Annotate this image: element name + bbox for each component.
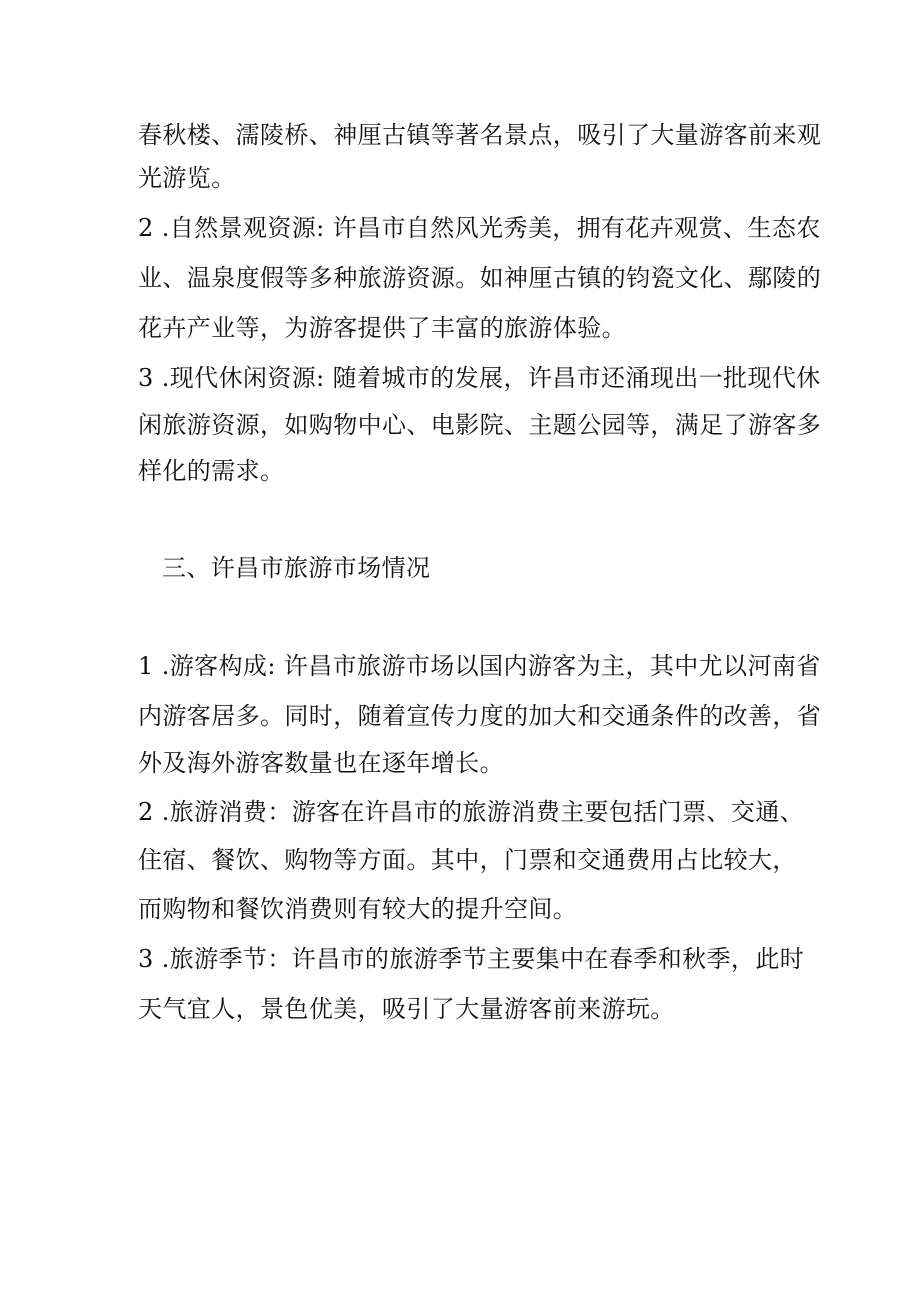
paragraph-line: 3 .旅游季节：许昌市的旅游季节主要集中在春季和秋季，此时 xyxy=(138,945,805,973)
paragraph-line: 1 .游客构成: 许昌市旅游市场以国内游客为主，其中尤以河南省 xyxy=(138,652,821,680)
paragraph-line: 2 .旅游消费：游客在许昌市的旅游消费主要包括门票、交通、 xyxy=(138,798,805,826)
paragraph-line: 外及海外游客数量也在逐年增长。 xyxy=(138,749,504,777)
paragraph-line: 内游客居多。同时，随着宣传力度的加大和交通条件的改善，省 xyxy=(138,702,822,730)
paragraph-line: 天气宜人，景色优美，吸引了大量游客前来游玩。 xyxy=(138,995,675,1023)
paragraph-line: 花卉产业等，为游客提供了丰富的旅游体验。 xyxy=(138,314,626,342)
paragraph-line: 而购物和餐饮消费则有较大的提升空间。 xyxy=(138,895,578,923)
section-heading: 三、许昌市旅游市场情况 xyxy=(162,554,431,582)
paragraph-line: 样化的需求。 xyxy=(138,457,285,485)
paragraph-line: 业、温泉度假等多种旅游资源。如神厘古镇的钧瓷文化、鄢陵的 xyxy=(138,264,822,292)
paragraph-line: 光游览。 xyxy=(138,164,236,192)
paragraph-line: 2 .自然景观资源: 许昌市自然风光秀美，拥有花卉观赏、生态农 xyxy=(138,214,821,242)
paragraph-line: 闲旅游资源，如购物中心、电影院、主题公园等，满足了游客多 xyxy=(138,411,822,439)
paragraph-line: 春秋楼、濡陵桥、神厘古镇等著名景点，吸引了大量游客前来观 xyxy=(138,121,822,149)
paragraph-line: 住宿、餐饮、购物等方面。其中，门票和交通费用占比较大， xyxy=(138,846,797,874)
paragraph-line: 3 .现代休闲资源: 随着城市的发展，许昌市还涌现出一批现代休 xyxy=(138,364,821,392)
